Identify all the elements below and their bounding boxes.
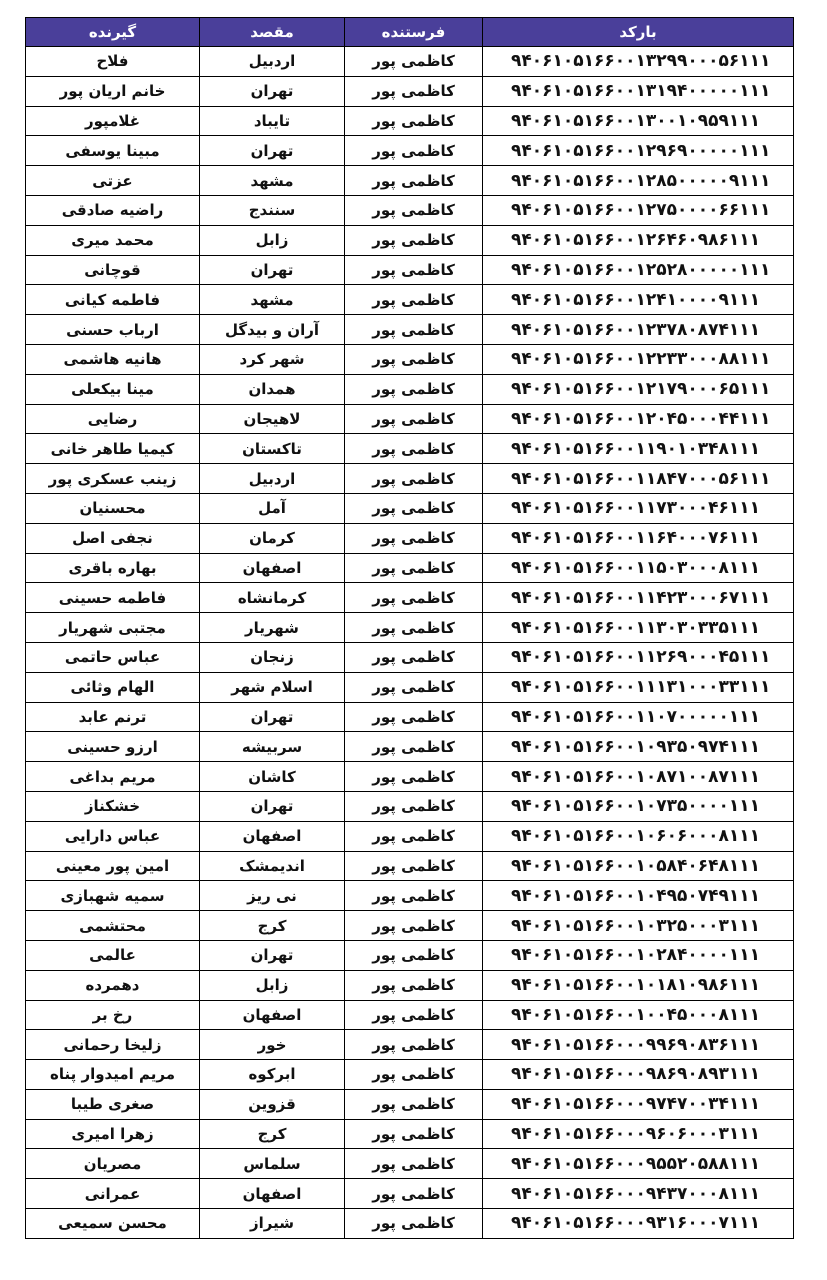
destination-cell: اسلام شهر	[200, 672, 345, 702]
destination-cell: سنندج	[200, 195, 345, 225]
barcode-cell: ۹۴۰۶۱۰۵۱۶۶۰۰۱۲۹۶۹۰۰۰۰۰۱۱۱	[483, 136, 794, 166]
table-row	[26, 374, 794, 404]
sender-cell: کاظمی پور	[345, 106, 483, 136]
table-row	[26, 166, 794, 196]
barcode-cell: ۹۴۰۶۱۰۵۱۶۶۰۰۰۹۶۰۶۰۰۰۳۱۱۱	[483, 1119, 794, 1149]
barcode-cell: ۹۴۰۶۱۰۵۱۶۶۰۰۱۲۰۴۵۰۰۰۴۴۱۱۱	[483, 404, 794, 434]
receiver-cell: قوچانی	[26, 255, 200, 285]
destination-cell: کرمان	[200, 523, 345, 553]
table-row	[26, 851, 794, 881]
sender-cell: کاظمی پور	[345, 1000, 483, 1030]
sender-cell: کاظمی پور	[345, 911, 483, 941]
table-row	[26, 970, 794, 1000]
table-row	[26, 404, 794, 434]
table-row	[26, 1060, 794, 1090]
table-row	[26, 315, 794, 345]
table-row	[26, 76, 794, 106]
sender-cell: کاظمی پور	[345, 166, 483, 196]
table-row	[26, 821, 794, 851]
sender-cell: کاظمی پور	[345, 940, 483, 970]
destination-cell: نی ریز	[200, 881, 345, 911]
receiver-cell: مریم امیدوار پناه	[26, 1060, 200, 1090]
barcode-cell: ۹۴۰۶۱۰۵۱۶۶۰۰۱۰۹۳۵۰۹۷۴۱۱۱	[483, 732, 794, 762]
table-row	[26, 47, 794, 77]
table-row	[26, 1119, 794, 1149]
barcode-cell: ۹۴۰۶۱۰۵۱۶۶۰۰۱۲۲۳۳۰۰۰۸۸۱۱۱	[483, 344, 794, 374]
receiver-cell: فلاح	[26, 47, 200, 77]
destination-cell: تایباد	[200, 106, 345, 136]
destination-cell: قزوین	[200, 1089, 345, 1119]
shipment-list-sheet	[25, 17, 793, 1239]
barcode-cell: ۹۴۰۶۱۰۵۱۶۶۰۰۱۰۷۳۵۰۰۰۰۱۱۱	[483, 791, 794, 821]
table-row	[26, 493, 794, 523]
table-row	[26, 344, 794, 374]
destination-cell: تهران	[200, 791, 345, 821]
receiver-cell: هانیه هاشمی	[26, 344, 200, 374]
destination-cell: مشهد	[200, 285, 345, 315]
barcode-cell: ۹۴۰۶۱۰۵۱۶۶۰۰۰۹۸۶۹۰۸۹۳۱۱۱	[483, 1060, 794, 1090]
destination-cell: همدان	[200, 374, 345, 404]
destination-cell: زابل	[200, 225, 345, 255]
destination-cell: تهران	[200, 136, 345, 166]
table-row	[26, 702, 794, 732]
barcode-cell: ۹۴۰۶۱۰۵۱۶۶۰۰۱۳۰۰۱۰۹۵۹۱۱۱	[483, 106, 794, 136]
receiver-cell: زینب عسکری پور	[26, 464, 200, 494]
destination-cell: شیراز	[200, 1209, 345, 1239]
sender-cell: کاظمی پور	[345, 1060, 483, 1090]
table-row	[26, 642, 794, 672]
barcode-cell: ۹۴۰۶۱۰۵۱۶۶۰۰۱۱۰۷۰۰۰۰۰۱۱۱	[483, 702, 794, 732]
barcode-cell: ۹۴۰۶۱۰۵۱۶۶۰۰۱۰۵۸۴۰۶۴۸۱۱۱	[483, 851, 794, 881]
barcode-cell: ۹۴۰۶۱۰۵۱۶۶۰۰۱۲۵۲۸۰۰۰۰۰۱۱۱	[483, 255, 794, 285]
sender-cell: کاظمی پور	[345, 1149, 483, 1179]
sender-cell: کاظمی پور	[345, 136, 483, 166]
table-row	[26, 434, 794, 464]
barcode-cell: ۹۴۰۶۱۰۵۱۶۶۰۰۱۰۸۷۱۰۰۸۷۱۱۱	[483, 762, 794, 792]
destination-cell: اصفهان	[200, 1000, 345, 1030]
table-row	[26, 1000, 794, 1030]
header-sender: فرستنده	[345, 18, 483, 47]
barcode-cell: ۹۴۰۶۱۰۵۱۶۶۰۰۱۰۳۲۵۰۰۰۳۱۱۱	[483, 911, 794, 941]
header-receiver: گیرنده	[26, 18, 200, 47]
destination-cell: کرج	[200, 911, 345, 941]
receiver-cell: عمرانی	[26, 1179, 200, 1209]
receiver-cell: سمیه شهبازی	[26, 881, 200, 911]
barcode-cell: ۹۴۰۶۱۰۵۱۶۶۰۰۱۱۸۴۷۰۰۰۵۶۱۱۱	[483, 464, 794, 494]
table-row	[26, 940, 794, 970]
table-body	[26, 47, 794, 1239]
barcode-cell: ۹۴۰۶۱۰۵۱۶۶۰۰۱۱۳۰۳۰۳۳۵۱۱۱	[483, 613, 794, 643]
table-row	[26, 1149, 794, 1179]
receiver-cell: مصریان	[26, 1149, 200, 1179]
destination-cell: اصفهان	[200, 1179, 345, 1209]
receiver-cell: خشکناز	[26, 791, 200, 821]
destination-cell: آمل	[200, 493, 345, 523]
destination-cell: تهران	[200, 76, 345, 106]
sender-cell: کاظمی پور	[345, 315, 483, 345]
barcode-cell: ۹۴۰۶۱۰۵۱۶۶۰۰۱۲۶۴۶۰۹۸۶۱۱۱	[483, 225, 794, 255]
table-header	[26, 18, 794, 47]
table-row	[26, 1089, 794, 1119]
barcode-cell: ۹۴۰۶۱۰۵۱۶۶۰۰۱۰۲۸۴۰۰۰۰۱۱۱	[483, 940, 794, 970]
destination-cell: ابرکوه	[200, 1060, 345, 1090]
destination-cell: لاهیجان	[200, 404, 345, 434]
sender-cell: کاظمی پور	[345, 285, 483, 315]
sender-cell: کاظمی پور	[345, 1179, 483, 1209]
table-row	[26, 762, 794, 792]
sender-cell: کاظمی پور	[345, 851, 483, 881]
barcode-cell: ۹۴۰۶۱۰۵۱۶۶۰۰۰۹۵۵۲۰۵۸۸۱۱۱	[483, 1149, 794, 1179]
table-row	[26, 523, 794, 553]
receiver-cell: راضیه صادقی	[26, 195, 200, 225]
sender-cell: کاظمی پور	[345, 1119, 483, 1149]
header-row	[26, 18, 794, 47]
barcode-cell: ۹۴۰۶۱۰۵۱۶۶۰۰۱۳۲۹۹۰۰۰۵۶۱۱۱	[483, 47, 794, 77]
receiver-cell: مبینا یوسفی	[26, 136, 200, 166]
sender-cell: کاظمی پور	[345, 434, 483, 464]
table-row	[26, 613, 794, 643]
barcode-cell: ۹۴۰۶۱۰۵۱۶۶۰۰۱۰۴۹۵۰۷۴۹۱۱۱	[483, 881, 794, 911]
barcode-cell: ۹۴۰۶۱۰۵۱۶۶۰۰۰۹۷۴۷۰۰۳۴۱۱۱	[483, 1089, 794, 1119]
receiver-cell: عالمی	[26, 940, 200, 970]
barcode-cell: ۹۴۰۶۱۰۵۱۶۶۰۰۱۲۸۵۰۰۰۰۰۹۱۱۱	[483, 166, 794, 196]
destination-cell: شهریار	[200, 613, 345, 643]
receiver-cell: ترنم عابد	[26, 702, 200, 732]
destination-cell: مشهد	[200, 166, 345, 196]
header-barcode: بارکد	[483, 18, 794, 47]
barcode-cell: ۹۴۰۶۱۰۵۱۶۶۰۰۰۹۴۳۷۰۰۰۸۱۱۱	[483, 1179, 794, 1209]
receiver-cell: امین پور معینی	[26, 851, 200, 881]
receiver-cell: ارزو حسینی	[26, 732, 200, 762]
receiver-cell: محمد میری	[26, 225, 200, 255]
receiver-cell: زهرا امیری	[26, 1119, 200, 1149]
barcode-cell: ۹۴۰۶۱۰۵۱۶۶۰۰۱۲۳۷۸۰۸۷۴۱۱۱	[483, 315, 794, 345]
sender-cell: کاظمی پور	[345, 732, 483, 762]
sender-cell: کاظمی پور	[345, 702, 483, 732]
table-row	[26, 285, 794, 315]
sender-cell: کاظمی پور	[345, 791, 483, 821]
destination-cell: تهران	[200, 702, 345, 732]
receiver-cell: عباس دارایی	[26, 821, 200, 851]
barcode-cell: ۹۴۰۶۱۰۵۱۶۶۰۰۱۰۰۴۵۰۰۰۸۱۱۱	[483, 1000, 794, 1030]
destination-cell: کرمانشاه	[200, 583, 345, 613]
destination-cell: اصفهان	[200, 821, 345, 851]
destination-cell: سلماس	[200, 1149, 345, 1179]
table-row	[26, 732, 794, 762]
receiver-cell: مجتبی شهریار	[26, 613, 200, 643]
barcode-cell: ۹۴۰۶۱۰۵۱۶۶۰۰۱۱۹۰۱۰۳۴۸۱۱۱	[483, 434, 794, 464]
sender-cell: کاظمی پور	[345, 1030, 483, 1060]
receiver-cell: الهام وثائی	[26, 672, 200, 702]
sender-cell: کاظمی پور	[345, 523, 483, 553]
receiver-cell: کیمیا طاهر خانی	[26, 434, 200, 464]
sender-cell: کاظمی پور	[345, 672, 483, 702]
destination-cell: شهر کرد	[200, 344, 345, 374]
barcode-cell: ۹۴۰۶۱۰۵۱۶۶۰۰۰۹۹۶۹۰۸۳۶۱۱۱	[483, 1030, 794, 1060]
barcode-cell: ۹۴۰۶۱۰۵۱۶۶۰۰۰۹۳۱۶۰۰۰۷۱۱۱	[483, 1209, 794, 1239]
sender-cell: کاظمی پور	[345, 76, 483, 106]
sender-cell: کاظمی پور	[345, 47, 483, 77]
table-row	[26, 672, 794, 702]
table-row	[26, 1209, 794, 1239]
table-row	[26, 881, 794, 911]
receiver-cell: نجفی اصل	[26, 523, 200, 553]
table-row	[26, 1030, 794, 1060]
sender-cell: کاظمی پور	[345, 553, 483, 583]
sender-cell: کاظمی پور	[345, 613, 483, 643]
destination-cell: تاکستان	[200, 434, 345, 464]
destination-cell: اصفهان	[200, 553, 345, 583]
receiver-cell: مینا بیکعلی	[26, 374, 200, 404]
receiver-cell: عزتی	[26, 166, 200, 196]
barcode-cell: ۹۴۰۶۱۰۵۱۶۶۰۰۱۲۷۵۰۰۰۰۶۶۱۱۱	[483, 195, 794, 225]
receiver-cell: بهاره باقری	[26, 553, 200, 583]
barcode-cell: ۹۴۰۶۱۰۵۱۶۶۰۰۱۱۴۲۳۰۰۰۶۷۱۱۱	[483, 583, 794, 613]
table-row	[26, 911, 794, 941]
destination-cell: تهران	[200, 255, 345, 285]
table-row	[26, 195, 794, 225]
table-row	[26, 553, 794, 583]
receiver-cell: رضایی	[26, 404, 200, 434]
sender-cell: کاظمی پور	[345, 225, 483, 255]
sender-cell: کاظمی پور	[345, 493, 483, 523]
sender-cell: کاظمی پور	[345, 1089, 483, 1119]
destination-cell: اندیمشک	[200, 851, 345, 881]
sender-cell: کاظمی پور	[345, 821, 483, 851]
sender-cell: کاظمی پور	[345, 195, 483, 225]
table-row	[26, 1179, 794, 1209]
table-row	[26, 136, 794, 166]
receiver-cell: محسنیان	[26, 493, 200, 523]
destination-cell: سربیشه	[200, 732, 345, 762]
barcode-cell: ۹۴۰۶۱۰۵۱۶۶۰۰۱۲۱۷۹۰۰۰۶۵۱۱۱	[483, 374, 794, 404]
header-destination: مقصد	[200, 18, 345, 47]
sender-cell: کاظمی پور	[345, 255, 483, 285]
receiver-cell: دهمرده	[26, 970, 200, 1000]
table-row	[26, 106, 794, 136]
receiver-cell: صغری طیبا	[26, 1089, 200, 1119]
barcode-cell: ۹۴۰۶۱۰۵۱۶۶۰۰۱۱۶۴۰۰۰۷۶۱۱۱	[483, 523, 794, 553]
receiver-cell: مریم بداغی	[26, 762, 200, 792]
sender-cell: کاظمی پور	[345, 762, 483, 792]
table-row	[26, 791, 794, 821]
barcode-cell: ۹۴۰۶۱۰۵۱۶۶۰۰۱۲۴۱۰۰۰۰۹۱۱۱	[483, 285, 794, 315]
destination-cell: زنجان	[200, 642, 345, 672]
receiver-cell: ارباب حسنی	[26, 315, 200, 345]
shipment-table	[25, 17, 794, 1239]
table-row	[26, 225, 794, 255]
receiver-cell: عباس حاتمی	[26, 642, 200, 672]
destination-cell: زابل	[200, 970, 345, 1000]
receiver-cell: خانم اریان پور	[26, 76, 200, 106]
barcode-cell: ۹۴۰۶۱۰۵۱۶۶۰۰۱۱۷۳۰۰۰۴۶۱۱۱	[483, 493, 794, 523]
table-row	[26, 464, 794, 494]
sender-cell: کاظمی پور	[345, 970, 483, 1000]
sender-cell: کاظمی پور	[345, 583, 483, 613]
destination-cell: کاشان	[200, 762, 345, 792]
barcode-cell: ۹۴۰۶۱۰۵۱۶۶۰۰۱۱۲۶۹۰۰۰۴۵۱۱۱	[483, 642, 794, 672]
destination-cell: اردبیل	[200, 47, 345, 77]
receiver-cell: فاطمه حسینی	[26, 583, 200, 613]
sender-cell: کاظمی پور	[345, 464, 483, 494]
sender-cell: کاظمی پور	[345, 881, 483, 911]
sender-cell: کاظمی پور	[345, 344, 483, 374]
table-row	[26, 583, 794, 613]
receiver-cell: فاطمه کیانی	[26, 285, 200, 315]
destination-cell: کرج	[200, 1119, 345, 1149]
sender-cell: کاظمی پور	[345, 1209, 483, 1239]
receiver-cell: محتشمی	[26, 911, 200, 941]
receiver-cell: رخ بر	[26, 1000, 200, 1030]
receiver-cell: غلامپور	[26, 106, 200, 136]
barcode-cell: ۹۴۰۶۱۰۵۱۶۶۰۰۱۰۶۰۶۰۰۰۸۱۱۱	[483, 821, 794, 851]
barcode-cell: ۹۴۰۶۱۰۵۱۶۶۰۰۱۱۱۳۱۰۰۰۳۳۱۱۱	[483, 672, 794, 702]
barcode-cell: ۹۴۰۶۱۰۵۱۶۶۰۰۱۱۵۰۳۰۰۰۸۱۱۱	[483, 553, 794, 583]
sender-cell: کاظمی پور	[345, 642, 483, 672]
sender-cell: کاظمی پور	[345, 404, 483, 434]
table-row	[26, 255, 794, 285]
barcode-cell: ۹۴۰۶۱۰۵۱۶۶۰۰۱۰۱۸۱۰۹۸۶۱۱۱	[483, 970, 794, 1000]
destination-cell: خور	[200, 1030, 345, 1060]
destination-cell: اردبیل	[200, 464, 345, 494]
receiver-cell: محسن سمیعی	[26, 1209, 200, 1239]
receiver-cell: زلیخا رحمانی	[26, 1030, 200, 1060]
barcode-cell: ۹۴۰۶۱۰۵۱۶۶۰۰۱۳۱۹۴۰۰۰۰۰۱۱۱	[483, 76, 794, 106]
sender-cell: کاظمی پور	[345, 374, 483, 404]
destination-cell: تهران	[200, 940, 345, 970]
destination-cell: آران و بیدگل	[200, 315, 345, 345]
